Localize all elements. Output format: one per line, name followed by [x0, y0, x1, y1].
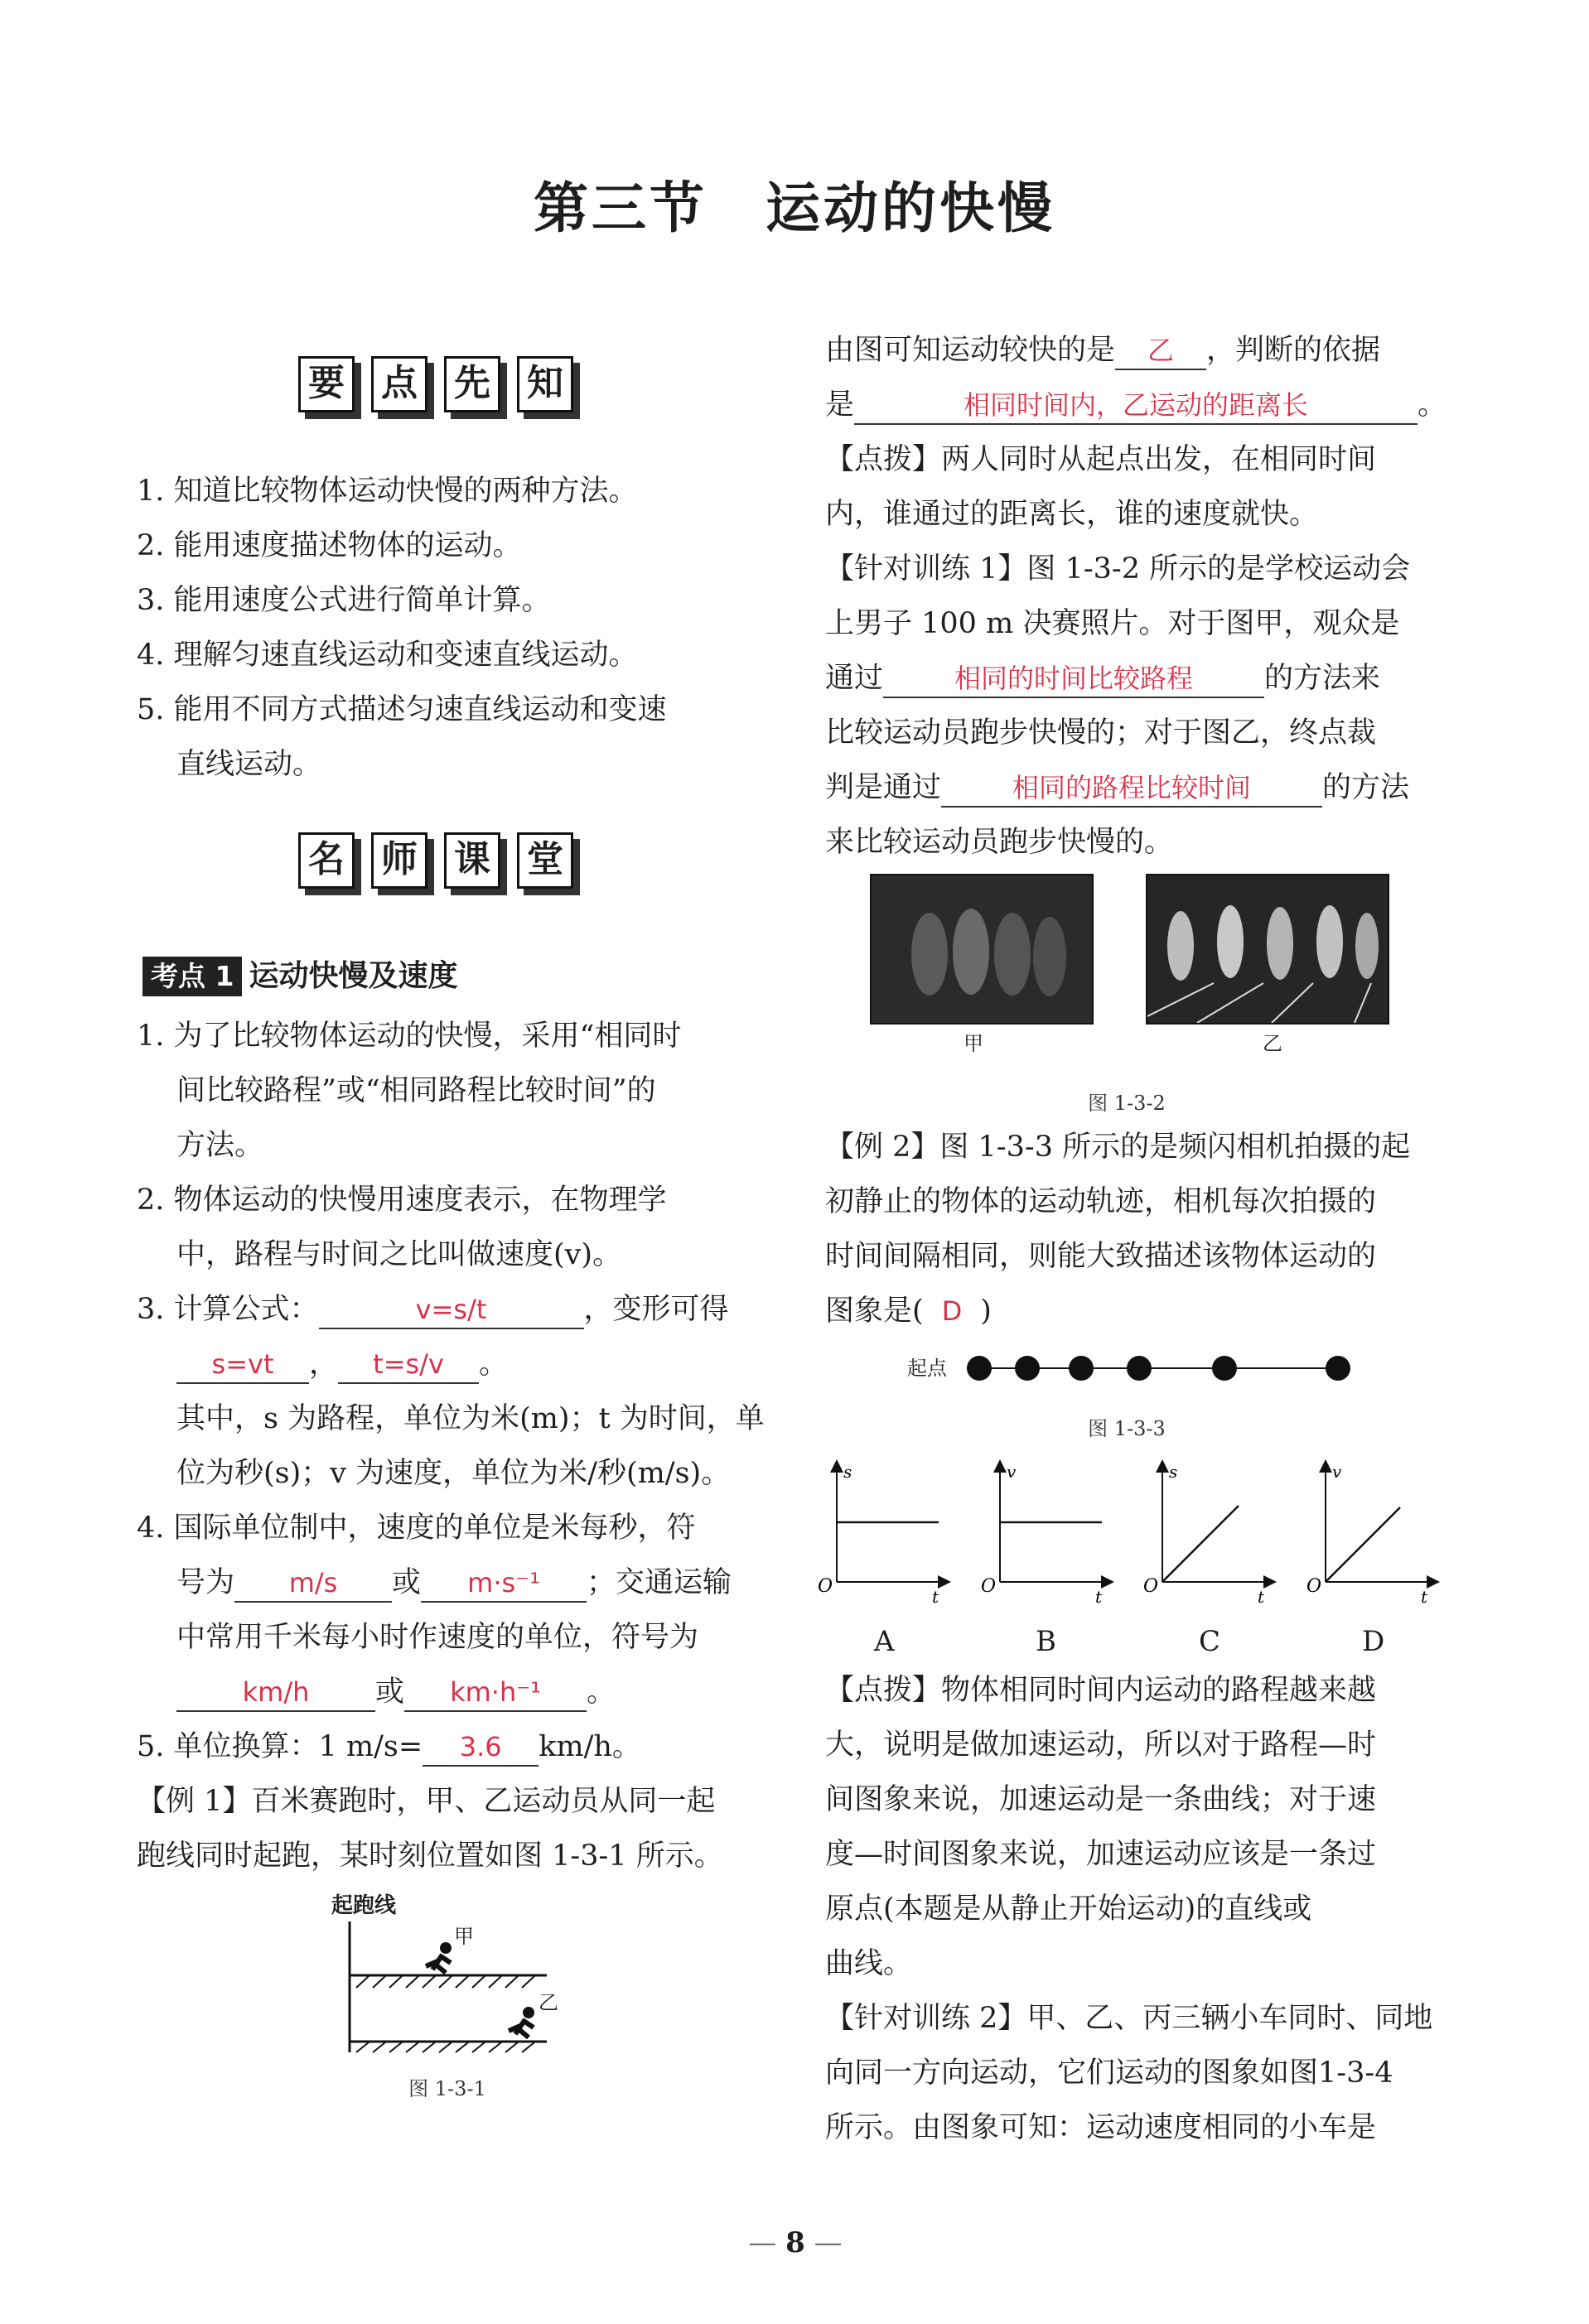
text: ，判断的依据 [1206, 334, 1381, 367]
text-line: 方法。 [176, 1129, 264, 1162]
fig131-caption: 图 1-3-1 [408, 2077, 486, 2100]
fig133-start-label: 起点 [907, 1357, 947, 1380]
objective-item: 1. 知道比较物体运动快慢的两种方法。 [137, 475, 638, 508]
text: 或 [392, 1566, 422, 1599]
objective-item: 3. 能用速度公式进行简单计算。 [137, 584, 551, 617]
text: 图象是( [825, 1295, 924, 1328]
section-header-teacher-class [298, 832, 573, 889]
axis-label: s [1169, 1462, 1178, 1482]
header-char: 点 [371, 356, 427, 412]
text-line: 1. 为了比较物体运动的快慢，采用“相同时 [137, 1020, 682, 1053]
tip-2 [825, 1663, 1455, 2155]
fig132-yi-label: 乙 [1263, 1032, 1282, 1055]
graph-letter-a: A [874, 1625, 895, 1658]
kaodian-tag: 考点 1 [142, 957, 242, 996]
text: 是 [825, 388, 855, 422]
graph-letter-d: D [1362, 1625, 1385, 1658]
training-line: 上男子 100 m 决赛照片。对于图甲，观众是 [825, 607, 1400, 640]
text: 3. 计算公式： [137, 1293, 319, 1326]
answer-blank: s=vt [176, 1346, 309, 1384]
objective-item: 直线运动。 [176, 748, 322, 781]
example-2-answer-line [825, 1284, 1455, 1338]
answer-blank: t=s/v [338, 1346, 479, 1384]
right-body [825, 323, 1455, 870]
section-header-key-points [298, 356, 573, 412]
header-char: 师 [371, 832, 427, 889]
tip-line: 【点拨】两人同时从起点出发，在相同时间 [825, 443, 1377, 476]
axis-label: O [1306, 1576, 1322, 1597]
answer-choice: D [941, 1295, 963, 1327]
fig132-caption: 图 1-3-2 [1088, 1092, 1166, 1115]
kaodian-title: 运动快慢及速度 [249, 959, 458, 993]
graph-d [1326, 1466, 1433, 1582]
answer-blank: 3.6 [423, 1729, 539, 1767]
axis-label: v [1007, 1462, 1017, 1482]
training-line: 【针对训练 1】图 1-3-2 所示的是学校运动会 [825, 552, 1411, 586]
text: 的方法 [1322, 771, 1410, 804]
finish-line-icon [1147, 875, 1388, 1023]
text-line: 间比较路程”或“相同路程比较时间”的 [176, 1074, 656, 1107]
training-line: 向同一方向运动，它们运动的图象如图1-3-4 [825, 2056, 1393, 2090]
tip-line: 内，谁通过的距离长，谁的速度就快。 [825, 498, 1319, 531]
text: 5. 单位换算：1 m/s= [137, 1730, 423, 1763]
answer-line [825, 651, 1455, 706]
answer-line [825, 760, 1455, 815]
example-2 [825, 1120, 1455, 1338]
fig132-jia-label: 甲 [964, 1032, 983, 1055]
answer-blank: 相同的路程比较时间 [941, 769, 1322, 808]
text: ，变形可得 [583, 1293, 729, 1326]
text-line: 中常用千米每小时作速度的单位，符号为 [176, 1621, 699, 1654]
header-char: 要 [298, 356, 355, 412]
text: 。 [479, 1348, 509, 1381]
answer-blank: 乙 [1115, 332, 1206, 370]
objective-item: 4. 理解匀速直线运动和变速直线运动。 [137, 639, 638, 672]
fig133-strobe-diagram [961, 1348, 1359, 1390]
answer-blank: km/h [176, 1674, 375, 1712]
objective-item: 5. 能用不同方式描述匀速直线运动和变速 [137, 693, 667, 726]
text-line: 2. 物体运动的快慢用速度表示，在物理学 [137, 1184, 667, 1217]
runner-jia-icon [426, 1942, 452, 1973]
axis-label: t [1095, 1587, 1103, 1607]
text: ) [980, 1295, 992, 1328]
text-line: 其中，s 为路程，单位为米(m)；t 为时间，单 [176, 1402, 765, 1435]
tip-line: 间图象来说，加速运动是一条曲线；对于速 [825, 1783, 1377, 1816]
training-line: 【针对训练 2】甲、乙、丙三辆小车同时、同地 [825, 2002, 1433, 2035]
answer-blank: km·h⁻¹ [404, 1674, 587, 1712]
answer-blank: m·s⁻¹ [421, 1565, 587, 1603]
tip-line: 大，说明是做加速运动，所以对于路程—时 [825, 1729, 1377, 1762]
text: km/h。 [539, 1730, 641, 1763]
text: 或 [375, 1675, 405, 1709]
fig133-caption: 图 1-3-3 [1088, 1417, 1166, 1440]
answer-line [825, 378, 1455, 432]
header-char: 先 [444, 356, 500, 412]
header-char: 知 [517, 356, 573, 412]
header-char: 名 [298, 832, 355, 889]
photo-jia [870, 874, 1094, 1025]
example-2-line: 【例 2】图 1-3-3 所示的是频闪相机拍摄的起 [825, 1131, 1411, 1164]
axis-label: O [818, 1576, 833, 1597]
example-2-line: 时间间隔相同，则能大致描述该物体运动的 [825, 1240, 1377, 1273]
unit-line-2 [137, 1665, 766, 1719]
page-title: 第三节 运动的快慢 [534, 176, 1055, 240]
training-line: 来比较运动员跑步快慢的。 [825, 826, 1174, 859]
text: 通过 [825, 662, 884, 695]
text: 号为 [176, 1566, 235, 1599]
text-line: 4. 国际单位制中，速度的单位是米每秒，符 [137, 1512, 696, 1545]
training-line: 所示。由图象可知：运动速度相同的小车是 [825, 2111, 1377, 2144]
header-char: 堂 [517, 832, 573, 889]
answer-blank: m/s [234, 1565, 392, 1603]
text-line: 位为秒(s)；v 为速度，单位为米/秒(m/s)。 [176, 1457, 731, 1490]
tip-line: 原点(本题是从静止开始运动)的直线或 [825, 1892, 1312, 1926]
fig131-yi-label: 乙 [539, 1991, 558, 2014]
fig131-start-label: 起跑线 [331, 1893, 397, 1918]
conversion-line [137, 1719, 766, 1774]
page-number: — 8 — [748, 2226, 843, 2259]
graph-b [1000, 1466, 1108, 1582]
runner-yi-icon [509, 2007, 534, 2037]
text: ， [309, 1348, 339, 1381]
answer-blank: 相同时间内，乙运动的距离长 [854, 387, 1418, 425]
page-number-value: 8 [785, 2226, 805, 2259]
tip-line: 【点拨】物体相同时间内运动的路程越来越 [825, 1674, 1377, 1707]
axis-label: O [1143, 1576, 1159, 1597]
axis-label: v [1332, 1462, 1342, 1482]
unit-line [137, 1555, 766, 1610]
graph-c [1162, 1466, 1270, 1582]
graph-letter-b: B [1036, 1625, 1056, 1658]
graphs-abcd [816, 1458, 1454, 1607]
answer-blank: v=s/t [319, 1291, 584, 1329]
text: 。 [587, 1675, 616, 1709]
text: 由图可知运动较快的是 [825, 334, 1116, 367]
fig131-diagram [340, 1913, 555, 2054]
example-2-line: 初静止的物体的运动轨迹，相机每次拍摄的 [825, 1185, 1377, 1218]
graph-a [837, 1466, 944, 1582]
text: 的方法来 [1264, 662, 1381, 695]
formula-line-2 [137, 1337, 766, 1391]
text-line: 中，路程与时间之比叫做速度(v)。 [176, 1238, 622, 1271]
photo-yi [1146, 874, 1389, 1025]
header-char: 课 [444, 832, 500, 889]
example-1-line: 跑线同时起跑，某时刻位置如图 1-3-1 所示。 [137, 1839, 723, 1873]
axis-label: t [1258, 1587, 1265, 1607]
tip-line: 度—时间图象来说，加速运动应该是一条过 [825, 1838, 1377, 1871]
fig131-jia-label: 甲 [454, 1925, 474, 1948]
kaodian-heading [142, 952, 457, 996]
axis-label: t [932, 1587, 939, 1607]
axis-label: s [843, 1462, 852, 1482]
answer-blank: 相同的时间比较路程 [883, 660, 1264, 698]
graph-letter-c: C [1199, 1625, 1221, 1658]
training-line: 比较运动员跑步快慢的；对于图乙，终点裁 [825, 716, 1377, 750]
left-body [137, 1009, 766, 1883]
objective-item: 2. 能用速度描述物体的运动。 [137, 529, 522, 562]
text: ；交通运输 [587, 1566, 732, 1599]
answer-line [825, 323, 1455, 378]
tip-line: 曲线。 [825, 1947, 913, 1980]
text: 判是通过 [825, 771, 942, 804]
formula-line [137, 1282, 766, 1337]
example-1-line: 【例 1】百米赛跑时，甲、乙运动员从同一起 [137, 1785, 716, 1818]
runners-icon [872, 875, 1092, 1023]
axis-label: O [981, 1576, 997, 1597]
axis-label: t [1421, 1587, 1428, 1607]
text: 。 [1418, 388, 1447, 422]
objectives-list [137, 464, 766, 792]
